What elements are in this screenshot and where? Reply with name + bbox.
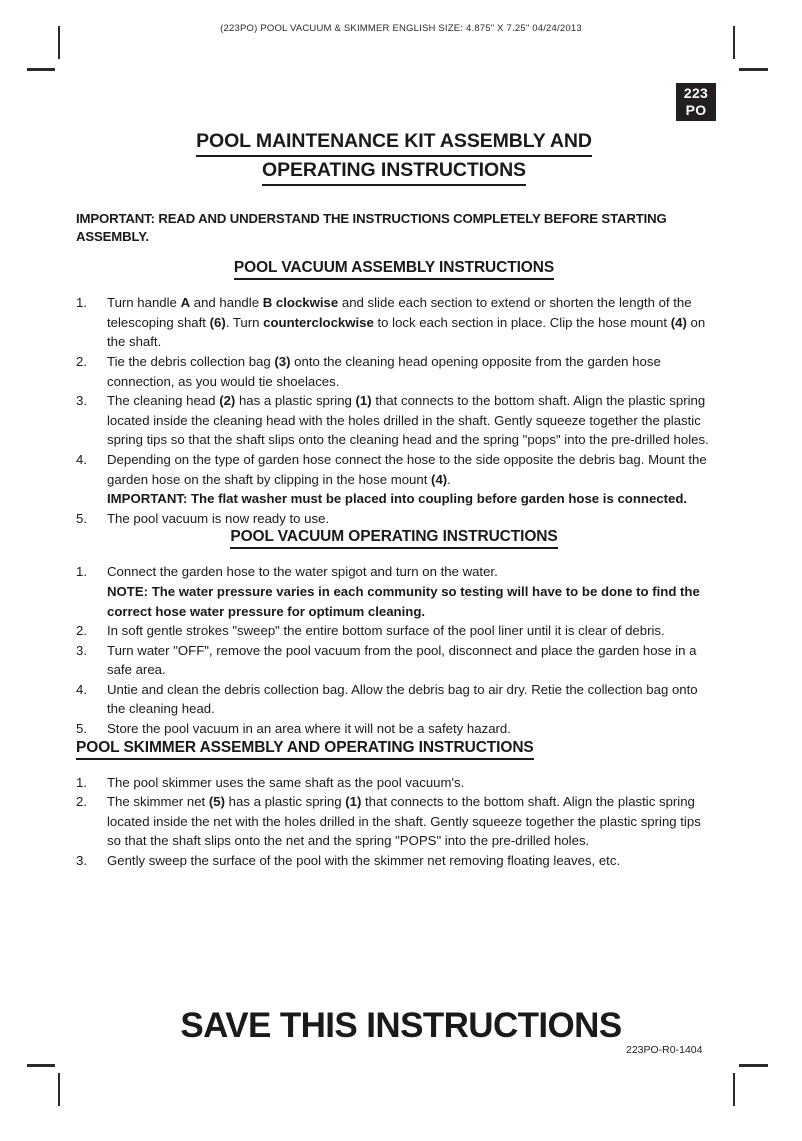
step-list-vacuum-assembly — [76, 293, 712, 528]
step-number: 5. — [76, 510, 87, 526]
section-heading-vacuum-operating — [76, 528, 712, 549]
step-number: 3. — [76, 393, 87, 409]
step-number: 2. — [76, 353, 87, 369]
step-text: The cleaning head (2) has a plastic spring (1) that connects to the bottom shaft. Align the plastic spring located inside the cleaning head with the holes drilled in the shaft. Gently squeeze together the plastic spring tips so that the shaft slips onto the cleaning head and the spring "pops" into the pre-drilled holes. — [107, 393, 709, 448]
step-text: Gently sweep the surface of the pool with the skimmer net removing floating leaves, etc. — [107, 853, 621, 869]
save-instructions-notice: SAVE THIS INSTRUCTIONS — [180, 1006, 622, 1045]
step-number: 4. — [76, 681, 87, 697]
list-item — [76, 293, 712, 352]
list-item — [76, 792, 712, 851]
print-spec-header: (223PO) POOL VACUUM & SKIMMER ENGLISH SIZE: 4.875" X 7.25" 04/24/2013 — [220, 23, 582, 34]
list-item — [76, 562, 712, 621]
step-text: The pool skimmer uses the same shaft as the pool vacuum's. — [107, 774, 465, 790]
section-heading-text: POOL SKIMMER ASSEMBLY AND OPERATING INSTRUCTIONS — [76, 739, 534, 760]
list-item — [76, 621, 712, 641]
step-number: 1. — [76, 564, 87, 580]
crop-mark-bottom-right-vertical — [733, 1073, 735, 1106]
section-heading-text: POOL VACUUM OPERATING INSTRUCTIONS — [230, 528, 557, 549]
page-title-line-1: POOL MAINTENANCE KIT ASSEMBLY AND — [196, 128, 592, 157]
step-text: Connect the garden hose to the water spigot and turn on the water. NOTE: The water pressure varies in each community so testing will have to be done to find the correct hose water pressure for optimum cleaning. — [107, 564, 700, 619]
step-number: 4. — [76, 451, 87, 467]
part-code-badge — [676, 83, 716, 121]
section-heading-vacuum-assembly — [76, 259, 712, 280]
step-text: Untie and clean the debris collection bag. Allow the debris bag to air dry. Retie the collection bag onto the cleaning head. — [107, 681, 698, 717]
crop-mark-bottom-right-horizontal — [739, 1064, 768, 1067]
step-text: Tie the debris collection bag (3) onto the cleaning head opening opposite from the garden hose connection, as you would tie shoelaces. — [107, 353, 661, 389]
step-text: Turn handle A and handle B clockwise and slide each section to extend or shorten the length of the telescoping shaft (6). Turn counterclockwise to lock each section in place. Clip the hose mount (4) on the shaft. — [107, 295, 706, 350]
crop-mark-bottom-left-vertical — [58, 1073, 60, 1106]
list-item — [76, 851, 712, 871]
step-number: 1. — [76, 295, 87, 311]
step-number: 2. — [76, 794, 87, 810]
step-text: Store the pool vacuum in an area where it will not be a safety hazard. — [107, 721, 511, 737]
step-number: 3. — [76, 853, 87, 869]
list-item — [76, 680, 712, 719]
list-item — [76, 450, 712, 509]
list-item — [76, 352, 712, 391]
document-body — [76, 128, 712, 871]
crop-mark-top-right-horizontal — [739, 68, 768, 71]
step-number: 2. — [76, 623, 87, 639]
step-number: 1. — [76, 774, 87, 790]
revision-code: 223PO-R0-1404 — [626, 1044, 703, 1056]
part-code-suffix: PO — [685, 102, 707, 118]
crop-mark-top-left-horizontal — [27, 68, 55, 71]
step-text: The pool vacuum is now ready to use. — [107, 510, 330, 526]
list-item — [76, 391, 712, 450]
step-list-vacuum-operating — [76, 562, 712, 738]
list-item — [76, 773, 712, 793]
step-text: Turn water "OFF", remove the pool vacuum from the pool, disconnect and place the garden hose in a safe area. — [107, 642, 697, 678]
step-list-skimmer — [76, 773, 712, 871]
part-code-number: 223 — [683, 85, 709, 101]
step-text: The skimmer net (5) has a plastic spring (1) that connects to the bottom shaft. Align the plastic spring located inside the net with the holes drilled in the shaft. Gently squeeze together the plastic spring tips so that the shaft slips onto the net and the spring "POPS" into the pre-drilled holes. — [107, 794, 701, 849]
section-heading-text: POOL VACUUM ASSEMBLY INSTRUCTIONS — [234, 259, 554, 280]
important-notice: IMPORTANT: READ AND UNDERSTAND THE INSTRUCTIONS COMPLETELY BEFORE STARTING ASSEMBLY. — [76, 211, 667, 244]
page-title-line-2: OPERATING INSTRUCTIONS — [262, 157, 526, 186]
list-item — [76, 509, 712, 529]
page-title — [76, 128, 712, 186]
crop-mark-bottom-left-horizontal — [27, 1064, 55, 1067]
step-text: In soft gentle strokes "sweep" the entire bottom surface of the pool liner until it is clear of debris. — [107, 623, 665, 639]
list-item — [76, 719, 712, 739]
section-heading-skimmer — [76, 739, 712, 760]
step-number: 5. — [76, 721, 87, 737]
list-item — [76, 641, 712, 680]
step-number: 3. — [76, 642, 87, 658]
step-text: Depending on the type of garden hose connect the hose to the side opposite the debris bag. Mount the garden hose on the shaft by clipping in the hose mount (4). IMPORTANT: The flat washer must be placed into coupling before garden hose is connected. — [107, 451, 707, 507]
